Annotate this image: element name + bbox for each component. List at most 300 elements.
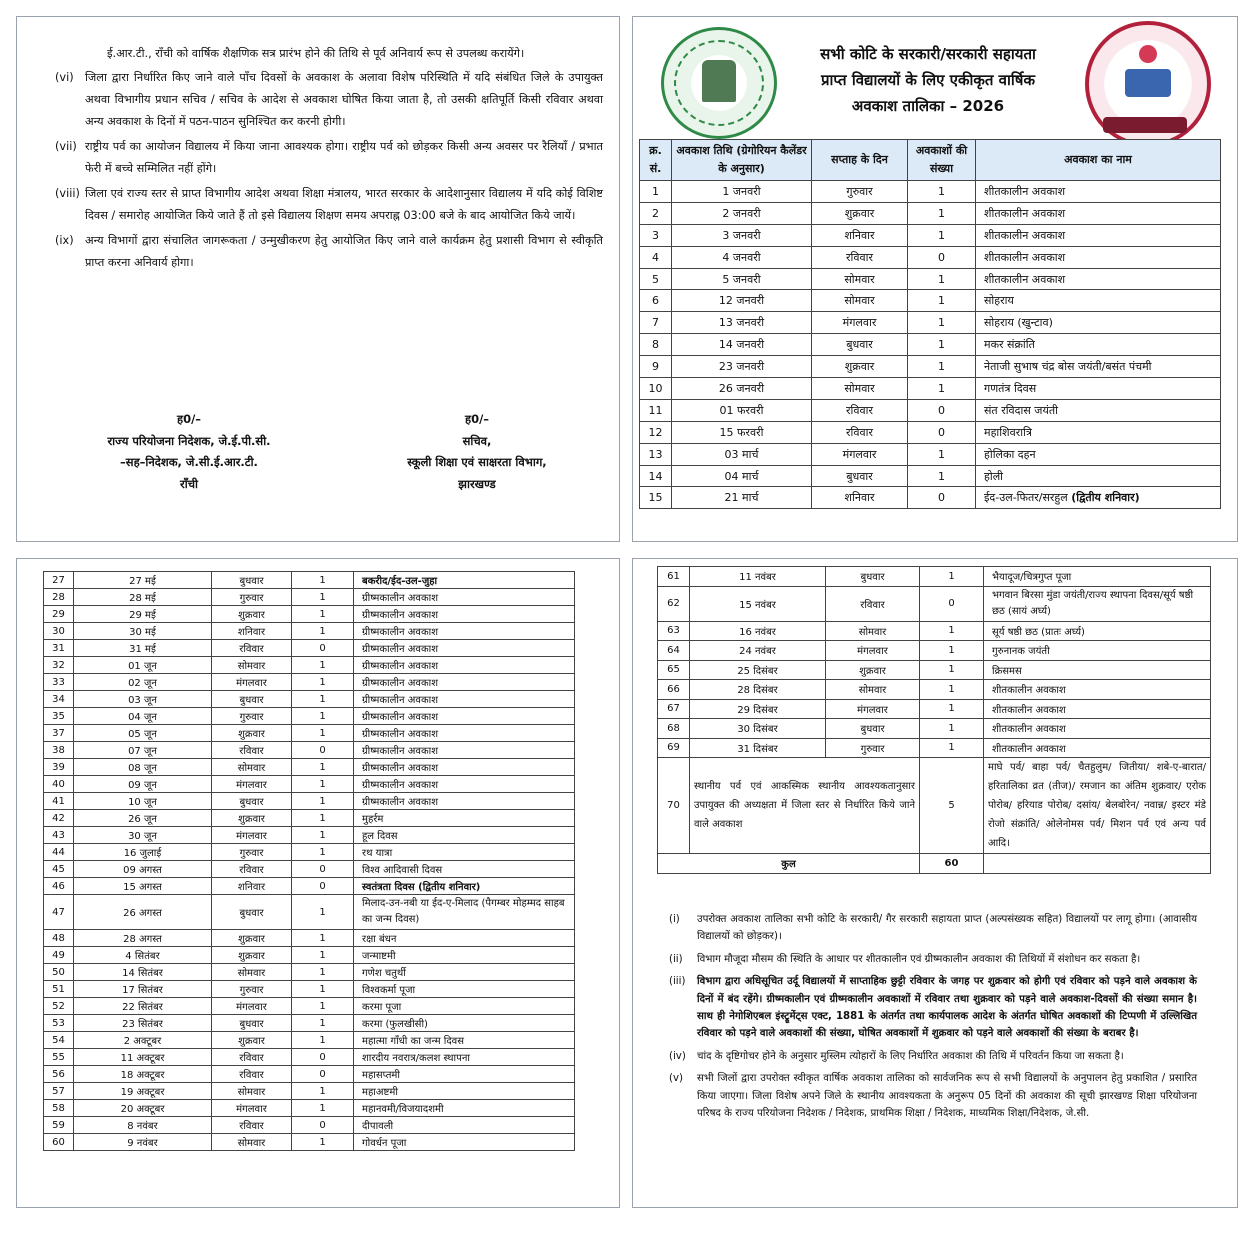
serial-number-cell: 34 bbox=[44, 691, 74, 708]
holiday-count-cell: 1 bbox=[292, 691, 354, 708]
weekday-cell: बुधवार bbox=[212, 572, 292, 589]
serial-number-cell: 63 bbox=[658, 621, 690, 641]
holiday-name-cell: भगवान बिरसा मुंडा जयंती/राज्य स्थापना दिवस/सूर्य षष्ठी छठ (सायं अर्घ्य) bbox=[984, 586, 1211, 621]
note-text: विभाग द्वारा अधिसूचित उर्दू विद्यालयों में साप्ताहिक छुट्टी रविवार के जगह पर शुक्रवार को होगी एवं रविवार को पड़ने वाले अवकाश के दिनों में बंद रहेंगे। ग्रीष्मकालीन एवं ग्रीष्मकालीन अवकाशों में रविवार तथा शुक्रवार को पड़ने वाले अवकाश-दिवसों की संख्या समान है। साथ ही नेगोशिएबल इंस्ट्रूमेंट्स एक्ट, 1881 के अंतर्गत तथा कार्यपालक आदेश के अंतर्गत घोषित अवकाशों की टिप्पणी में उल्लिखित रविवार को पड़ने वाले अवकाशों की संख्या, घोषित अवकाशों में शुक्रवार को पड़ने वाले अवकाशों की संख्या के बराबर है। bbox=[697, 976, 1197, 1040]
holiday-name-cell: ग्रीष्मकालीन अवकाश bbox=[354, 759, 575, 776]
serial-number-cell: 62 bbox=[658, 586, 690, 621]
empty-cell bbox=[984, 854, 1211, 874]
table-row bbox=[44, 640, 575, 657]
signature-line: राँची bbox=[180, 476, 198, 491]
table-row-local-holidays bbox=[658, 758, 1211, 854]
weekday-cell: मंगलवार bbox=[212, 776, 292, 793]
holiday-date-cell: 02 जून bbox=[74, 674, 212, 691]
serial-number-cell: 58 bbox=[44, 1100, 74, 1117]
holiday-name-cell: रक्षा बंधन bbox=[354, 930, 575, 947]
weekday-cell: बुधवार bbox=[812, 465, 908, 487]
weekday-cell: गुरुवार bbox=[212, 589, 292, 606]
state-emblem-icon bbox=[702, 60, 736, 102]
holiday-count-cell: 0 bbox=[908, 421, 976, 443]
table-row bbox=[44, 1134, 575, 1151]
holiday-name-cell: बकरीद/ईद-उल-जुहा bbox=[354, 572, 575, 589]
holiday-name-cell: शीतकालीन अवकाश bbox=[976, 202, 1221, 224]
weekday-cell: शुक्रवार bbox=[212, 947, 292, 964]
column-header-serial: क्र. सं. bbox=[640, 140, 672, 181]
holiday-count-cell: 1 bbox=[908, 356, 976, 378]
note-number: (iii) bbox=[669, 976, 686, 988]
signature-line: ह0/– bbox=[464, 412, 490, 426]
signature-block-secretary bbox=[377, 409, 577, 495]
document-page-holiday-table-end bbox=[632, 558, 1238, 1208]
weekday-cell: शुक्रवार bbox=[212, 930, 292, 947]
note-number: (v) bbox=[669, 1073, 683, 1085]
serial-number-cell: 29 bbox=[44, 606, 74, 623]
holiday-date-cell: 4 सितंबर bbox=[74, 947, 212, 964]
serial-number-cell: 66 bbox=[658, 680, 690, 700]
table-row bbox=[44, 964, 575, 981]
weekday-cell: शुक्रवार bbox=[812, 356, 908, 378]
holiday-name-cell: नेताजी सुभाष चंद्र बोस जयंती/बसंत पंचमी bbox=[976, 356, 1221, 378]
table-total-row bbox=[658, 854, 1211, 874]
weekday-cell: मंगलवार bbox=[212, 998, 292, 1015]
holiday-date-cell: 2 अक्टूबर bbox=[74, 1032, 212, 1049]
table-row bbox=[44, 793, 575, 810]
weekday-cell: मंगलवार bbox=[812, 312, 908, 334]
holiday-date-cell: 9 नवंबर bbox=[74, 1134, 212, 1151]
holiday-date-cell: 11 नवंबर bbox=[690, 567, 826, 587]
holiday-count-cell: 1 bbox=[292, 793, 354, 810]
serial-number-cell: 12 bbox=[640, 421, 672, 443]
holiday-date-cell: 20 अक्टूबर bbox=[74, 1100, 212, 1117]
holiday-count-cell: 1 bbox=[292, 589, 354, 606]
note-text: उपरोक्त अवकाश तालिका सभी कोटि के सरकारी/ गैर सरकारी सहायता प्राप्त (अल्पसंख्यक सहित) विद्यालयों पर लागू होगा। (आवासीय विद्यालयों को छोड़कर)। bbox=[697, 914, 1197, 943]
holiday-date-cell: 28 अगस्त bbox=[74, 930, 212, 947]
holiday-date-cell: 24 नवंबर bbox=[690, 641, 826, 661]
weekday-cell: सोमवार bbox=[826, 621, 920, 641]
column-header-holiday-name: अवकाश का नाम bbox=[976, 140, 1221, 181]
instruction-number: (viii) bbox=[55, 187, 80, 200]
serial-number-cell: 3 bbox=[640, 224, 672, 246]
serial-number-cell: 67 bbox=[658, 699, 690, 719]
table-row bbox=[640, 356, 1221, 378]
holiday-count-cell: 1 bbox=[908, 268, 976, 290]
holiday-date-cell: 05 जून bbox=[74, 725, 212, 742]
holiday-name-cell: क्रिसमस bbox=[984, 660, 1211, 680]
holiday-name-cell: होली bbox=[976, 465, 1221, 487]
holiday-date-cell: 4 जनवरी bbox=[672, 246, 812, 268]
holiday-count-cell: 0 bbox=[292, 878, 354, 895]
holiday-date-cell: 23 जनवरी bbox=[672, 356, 812, 378]
weekday-cell: सोमवार bbox=[812, 378, 908, 400]
serial-number-cell: 4 bbox=[640, 246, 672, 268]
holiday-name-cell: स्वतंत्रता दिवस (द्वितीय शनिवार) bbox=[354, 878, 575, 895]
holiday-name-cell: शीतकालीन अवकाश bbox=[984, 738, 1211, 758]
holiday-name-cell: ग्रीष्मकालीन अवकाश bbox=[354, 708, 575, 725]
weekday-cell: रविवार bbox=[812, 399, 908, 421]
holiday-count-cell: 0 bbox=[908, 399, 976, 421]
table-row bbox=[44, 878, 575, 895]
serial-number-cell: 10 bbox=[640, 378, 672, 400]
book-icon bbox=[1125, 69, 1171, 97]
holiday-count-cell: 1 bbox=[292, 725, 354, 742]
holiday-count-cell: 0 bbox=[292, 861, 354, 878]
holiday-date-cell: 04 जून bbox=[74, 708, 212, 725]
holiday-date-cell: 10 जून bbox=[74, 793, 212, 810]
instruction-text: राष्ट्रीय पर्व का आयोजन विद्यालय में किया जाना आवश्यक होगा। राष्ट्रीय पर्व को छोड़कर किसी अन्य अवसर पर रैलियाँ / प्रभात फेरी में बच्चे सम्मिलित नहीं होंगे। bbox=[85, 140, 603, 175]
weekday-cell: मंगलवार bbox=[826, 641, 920, 661]
holiday-count-cell: 1 bbox=[292, 964, 354, 981]
table-row bbox=[44, 1083, 575, 1100]
holiday-count-cell: 1 bbox=[292, 623, 354, 640]
holiday-date-cell: 26 जनवरी bbox=[672, 378, 812, 400]
serial-number-cell: 11 bbox=[640, 399, 672, 421]
serial-number-cell: 45 bbox=[44, 861, 74, 878]
serial-number-cell: 47 bbox=[44, 895, 74, 930]
weekday-cell: बुधवार bbox=[212, 895, 292, 930]
serial-number-cell: 51 bbox=[44, 981, 74, 998]
holiday-count-cell: 0 bbox=[292, 640, 354, 657]
instruction-number: (vi) bbox=[55, 71, 74, 84]
holiday-count-cell: 1 bbox=[908, 312, 976, 334]
holiday-date-cell: 19 अक्टूबर bbox=[74, 1083, 212, 1100]
table-row bbox=[44, 895, 575, 930]
holiday-date-cell: 16 जुलाई bbox=[74, 844, 212, 861]
document-page-holiday-table-header bbox=[632, 16, 1238, 542]
holiday-count-cell: 1 bbox=[292, 930, 354, 947]
holiday-count-cell: 1 bbox=[292, 708, 354, 725]
weekday-cell: शुक्रवार bbox=[212, 606, 292, 623]
holiday-name-cell: ग्रीष्मकालीन अवकाश bbox=[354, 776, 575, 793]
weekday-cell: गुरुवार bbox=[212, 844, 292, 861]
weekday-cell: सोमवार bbox=[212, 964, 292, 981]
education-council-logo bbox=[1085, 21, 1211, 147]
holiday-count-cell: 1 bbox=[292, 572, 354, 589]
holiday-name-cell: ग्रीष्मकालीन अवकाश bbox=[354, 691, 575, 708]
holiday-date-cell: 26 अगस्त bbox=[74, 895, 212, 930]
weekday-cell: शनिवार bbox=[812, 224, 908, 246]
holiday-count-cell: 1 bbox=[920, 641, 984, 661]
holiday-name-cell: गणेश चतुर्थी bbox=[354, 964, 575, 981]
instruction-item bbox=[55, 67, 603, 133]
serial-number-cell: 40 bbox=[44, 776, 74, 793]
serial-number-cell: 38 bbox=[44, 742, 74, 759]
weekday-cell: शनिवार bbox=[812, 487, 908, 509]
table-row bbox=[44, 981, 575, 998]
serial-number-cell: 32 bbox=[44, 657, 74, 674]
serial-number-cell: 5 bbox=[640, 268, 672, 290]
holiday-date-cell: 15 नवंबर bbox=[690, 586, 826, 621]
holiday-date-cell: 12 जनवरी bbox=[672, 290, 812, 312]
weekday-cell: रविवार bbox=[212, 1066, 292, 1083]
table-row bbox=[640, 268, 1221, 290]
holiday-count-cell: 0 bbox=[292, 1117, 354, 1134]
holiday-count-cell: 1 bbox=[908, 378, 976, 400]
table-row bbox=[640, 487, 1221, 509]
instruction-text: अन्य विभागों द्वारा संचालित जागरूकता / उन्मुखीकरण हेतु आयोजित किए जाने वाले कार्यक्रम हेतु प्रशासी विभाग से स्वीकृति प्राप्त करना अनिवार्य होगा। bbox=[85, 234, 603, 269]
weekday-cell: रविवार bbox=[826, 586, 920, 621]
weekday-cell: शुक्रवार bbox=[826, 660, 920, 680]
holiday-date-cell: 03 जून bbox=[74, 691, 212, 708]
weekday-cell: शुक्रवार bbox=[212, 725, 292, 742]
table-row bbox=[658, 738, 1211, 758]
holiday-name-cell: गोवर्धन पूजा bbox=[354, 1134, 575, 1151]
title-line: सभी कोटि के सरकारी/सरकारी सहायता bbox=[820, 45, 1036, 63]
table-row bbox=[44, 1015, 575, 1032]
weekday-cell: सोमवार bbox=[812, 290, 908, 312]
weekday-cell: रविवार bbox=[212, 640, 292, 657]
instructions-body bbox=[55, 43, 603, 277]
signature-line: राज्य परियोजना निदेशक, जे.ई.पी.सी. bbox=[107, 433, 271, 448]
holiday-count-cell: 1 bbox=[292, 947, 354, 964]
government-seal-logo bbox=[661, 27, 777, 139]
table-row bbox=[640, 378, 1221, 400]
note-text: चांद के दृष्टिगोचर होने के अनुसार मुस्लिम त्योहारों के लिए निर्धारित अवकाश की तिथि में परिवर्तन किया जा सकता है। bbox=[697, 1050, 1124, 1062]
weekday-cell: बुधवार bbox=[812, 334, 908, 356]
holiday-name-cell: मिलाद-उन-नबी या ईद-ए-मिलाद (पैगम्बर मोहम्मद साहब का जन्म दिवस) bbox=[354, 895, 575, 930]
holiday-name-cell: शीतकालीन अवकाश bbox=[984, 699, 1211, 719]
holiday-count-cell: 1 bbox=[920, 738, 984, 758]
table-row bbox=[44, 742, 575, 759]
holiday-name-cell: ग्रीष्मकालीन अवकाश bbox=[354, 657, 575, 674]
table-row bbox=[658, 680, 1211, 700]
table-row bbox=[44, 827, 575, 844]
weekday-cell: शुक्रवार bbox=[212, 1032, 292, 1049]
holiday-table bbox=[639, 139, 1221, 509]
weekday-cell: बुधवार bbox=[212, 691, 292, 708]
serial-number-cell: 64 bbox=[658, 641, 690, 661]
holiday-date-cell: 08 जून bbox=[74, 759, 212, 776]
holiday-count-cell: 0 bbox=[920, 586, 984, 621]
holiday-count-cell: 1 bbox=[292, 606, 354, 623]
table-row bbox=[44, 1066, 575, 1083]
table-row bbox=[44, 606, 575, 623]
holiday-table bbox=[657, 566, 1211, 874]
signature-line: सचिव, bbox=[462, 433, 492, 448]
holiday-name-cell: हूल दिवस bbox=[354, 827, 575, 844]
holiday-name-cell: गणतंत्र दिवस bbox=[976, 378, 1221, 400]
table-row bbox=[44, 810, 575, 827]
weekday-cell: शनिवार bbox=[212, 623, 292, 640]
table-row bbox=[640, 202, 1221, 224]
holiday-count-cell: 0 bbox=[908, 246, 976, 268]
document-page-holiday-table-mid bbox=[16, 558, 620, 1208]
serial-number-cell: 56 bbox=[44, 1066, 74, 1083]
column-header-count: अवकाशों की संख्या bbox=[908, 140, 976, 181]
title-line: अवकाश तालिका – 2026 bbox=[851, 97, 1005, 115]
holiday-name-cell: मुहर्रम bbox=[354, 810, 575, 827]
table-row bbox=[44, 1100, 575, 1117]
holiday-name-cell: महानवमी/विजयादशमी bbox=[354, 1100, 575, 1117]
table-row bbox=[44, 589, 575, 606]
holiday-date-cell: 03 मार्च bbox=[672, 443, 812, 465]
holiday-name-text: ईद-उल-फितर/सरहुल bbox=[984, 491, 1068, 505]
instruction-item bbox=[55, 230, 603, 274]
holiday-count-cell: 5 bbox=[920, 758, 984, 854]
weekday-cell: सोमवार bbox=[212, 1083, 292, 1100]
holiday-name-cell: शीतकालीन अवकाश bbox=[984, 719, 1211, 739]
holiday-date-cell: 26 जून bbox=[74, 810, 212, 827]
holiday-name-cell: सोहराय (खुन्टाव) bbox=[976, 312, 1221, 334]
holiday-date-cell: 3 जनवरी bbox=[672, 224, 812, 246]
table-row bbox=[640, 421, 1221, 443]
holiday-name-cell: ग्रीष्मकालीन अवकाश bbox=[354, 623, 575, 640]
holiday-date-cell: 31 मई bbox=[74, 640, 212, 657]
table-row bbox=[658, 641, 1211, 661]
table-row bbox=[44, 759, 575, 776]
serial-number-cell: 35 bbox=[44, 708, 74, 725]
holiday-count-cell: 1 bbox=[920, 660, 984, 680]
serial-number-cell: 53 bbox=[44, 1015, 74, 1032]
serial-number-cell: 1 bbox=[640, 181, 672, 203]
holiday-name-cell: शारदीय नवरात्र/कलश स्थापना bbox=[354, 1049, 575, 1066]
weekday-cell: गुरुवार bbox=[826, 738, 920, 758]
table-row bbox=[658, 567, 1211, 587]
table-row bbox=[658, 586, 1211, 621]
total-label-cell: कुल bbox=[658, 854, 920, 874]
local-holiday-description-cell: स्थानीय पर्व एवं आकस्मिक स्थानीय आवश्यकतानुसार उपायुक्त की अध्यक्षता में जिला स्तर से निर्धारित किये जाने वाले अवकाश bbox=[690, 758, 920, 854]
document-title bbox=[783, 41, 1073, 119]
student-figure-icon bbox=[1139, 45, 1157, 63]
holiday-date-cell: 25 दिसंबर bbox=[690, 660, 826, 680]
holiday-count-cell: 1 bbox=[292, 657, 354, 674]
holiday-count-cell: 1 bbox=[292, 827, 354, 844]
table-row bbox=[640, 465, 1221, 487]
holiday-count-cell: 1 bbox=[908, 181, 976, 203]
instruction-intro: ई.आर.टी., राँची को वार्षिक शैक्षणिक सत्र प्रारंभ होने की तिथि से पूर्व अनिवार्य रूप से उपलब्ध करायेंगे। bbox=[107, 47, 525, 60]
holiday-name-cell: जन्माष्टमी bbox=[354, 947, 575, 964]
holiday-date-cell: 01 फरवरी bbox=[672, 399, 812, 421]
table-row bbox=[640, 399, 1221, 421]
instruction-number: (vii) bbox=[55, 140, 77, 153]
holiday-count-cell: 0 bbox=[292, 742, 354, 759]
serial-number-cell: 61 bbox=[658, 567, 690, 587]
weekday-cell: सोमवार bbox=[212, 657, 292, 674]
signature-block-director bbox=[69, 409, 309, 495]
table-row bbox=[44, 708, 575, 725]
holiday-date-cell: 18 अक्टूबर bbox=[74, 1066, 212, 1083]
note-item bbox=[669, 973, 1197, 1043]
serial-number-cell: 49 bbox=[44, 947, 74, 964]
table-row bbox=[658, 621, 1211, 641]
holiday-count-cell: 1 bbox=[292, 674, 354, 691]
weekday-cell: गुरुवार bbox=[812, 181, 908, 203]
holiday-name-cell: मकर संक्रांति bbox=[976, 334, 1221, 356]
weekday-cell: शुक्रवार bbox=[812, 202, 908, 224]
holiday-date-cell: 15 फरवरी bbox=[672, 421, 812, 443]
table-header-row bbox=[640, 140, 1221, 181]
weekday-cell: रविवार bbox=[812, 246, 908, 268]
holiday-date-cell: 07 जून bbox=[74, 742, 212, 759]
holiday-date-cell: 29 दिसंबर bbox=[690, 699, 826, 719]
serial-number-cell: 69 bbox=[658, 738, 690, 758]
serial-number-cell: 60 bbox=[44, 1134, 74, 1151]
holiday-date-cell: 2 जनवरी bbox=[672, 202, 812, 224]
note-item bbox=[669, 1048, 1197, 1065]
table-row bbox=[658, 699, 1211, 719]
holiday-count-cell: 1 bbox=[920, 680, 984, 700]
note-number: (iv) bbox=[669, 1050, 686, 1062]
instruction-text: जिला एवं राज्य स्तर से प्राप्त विभागीय आदेश अथवा शिक्षा मंत्रालय, भारत सरकार के आदेशानुसार विद्यालय में यदि कोई विशिष्ट दिवस / समारोह आयोजित किये जाते हैं तो इसे विद्यालय शिक्षण समय अपराह्न 03:00 बजे के बाद आयोजित किये जायें। bbox=[85, 187, 603, 222]
serial-number-cell: 68 bbox=[658, 719, 690, 739]
holiday-date-cell: 30 जून bbox=[74, 827, 212, 844]
signature-line: ह0/– bbox=[176, 412, 202, 426]
serial-number-cell: 37 bbox=[44, 725, 74, 742]
holiday-date-cell: 30 मई bbox=[74, 623, 212, 640]
table-row bbox=[44, 930, 575, 947]
weekday-cell: रविवार bbox=[212, 1117, 292, 1134]
serial-number-cell: 2 bbox=[640, 202, 672, 224]
table-row bbox=[658, 719, 1211, 739]
weekday-cell: बुधवार bbox=[826, 719, 920, 739]
table-row bbox=[44, 1032, 575, 1049]
holiday-count-cell: 1 bbox=[292, 1032, 354, 1049]
weekday-cell: बुधवार bbox=[212, 1015, 292, 1032]
serial-number-cell: 33 bbox=[44, 674, 74, 691]
weekday-cell: रविवार bbox=[212, 1049, 292, 1066]
holiday-name-cell: सूर्य षष्ठी छठ (प्रातः अर्घ्य) bbox=[984, 621, 1211, 641]
note-item bbox=[669, 911, 1197, 946]
table-row bbox=[44, 861, 575, 878]
weekday-cell: गुरुवार bbox=[212, 981, 292, 998]
holiday-date-cell: 04 मार्च bbox=[672, 465, 812, 487]
serial-number-cell: 27 bbox=[44, 572, 74, 589]
serial-number-cell: 65 bbox=[658, 660, 690, 680]
table-row bbox=[640, 224, 1221, 246]
weekday-cell: सोमवार bbox=[212, 1134, 292, 1151]
weekday-cell: रविवार bbox=[812, 421, 908, 443]
holiday-count-cell: 1 bbox=[292, 1100, 354, 1117]
holiday-count-cell: 1 bbox=[292, 844, 354, 861]
holiday-name-cell: शीतकालीन अवकाश bbox=[984, 680, 1211, 700]
table-row bbox=[44, 657, 575, 674]
weekday-cell: मंगलवार bbox=[812, 443, 908, 465]
holiday-date-cell: 28 मई bbox=[74, 589, 212, 606]
holiday-name-cell bbox=[976, 487, 1221, 509]
serial-number-cell: 42 bbox=[44, 810, 74, 827]
table-row bbox=[44, 1117, 575, 1134]
holiday-count-cell: 1 bbox=[292, 998, 354, 1015]
holiday-count-cell: 0 bbox=[908, 487, 976, 509]
holiday-date-cell: 27 मई bbox=[74, 572, 212, 589]
serial-number-cell: 70 bbox=[658, 758, 690, 854]
holiday-name-cell: ग्रीष्मकालीन अवकाश bbox=[354, 674, 575, 691]
serial-number-cell: 59 bbox=[44, 1117, 74, 1134]
holiday-name-cell: शीतकालीन अवकाश bbox=[976, 224, 1221, 246]
holiday-count-cell: 1 bbox=[292, 1015, 354, 1032]
table-row bbox=[640, 334, 1221, 356]
holiday-name-cell: होलिका दहन bbox=[976, 443, 1221, 465]
serial-number-cell: 44 bbox=[44, 844, 74, 861]
serial-number-cell: 50 bbox=[44, 964, 74, 981]
holiday-date-cell: 22 सितंबर bbox=[74, 998, 212, 1015]
serial-number-cell: 39 bbox=[44, 759, 74, 776]
holiday-name-cell: शीतकालीन अवकाश bbox=[976, 246, 1221, 268]
holiday-count-cell: 1 bbox=[908, 334, 976, 356]
holiday-count-cell: 1 bbox=[908, 202, 976, 224]
note-item bbox=[669, 1070, 1197, 1122]
holiday-date-cell: 09 अगस्त bbox=[74, 861, 212, 878]
table-row bbox=[640, 246, 1221, 268]
serial-number-cell: 41 bbox=[44, 793, 74, 810]
holiday-date-cell: 5 जनवरी bbox=[672, 268, 812, 290]
column-header-date: अवकाश तिथि (ग्रेगोरियन कैलेंडर के अनुसार) bbox=[672, 140, 812, 181]
holiday-date-cell: 8 नवंबर bbox=[74, 1117, 212, 1134]
note-text: सभी जिलों द्वारा उपरोक्त स्वीकृत वार्षिक अवकाश तालिका को सार्वजनिक रूप से सभी विद्यालयों के अनुपालन हेतु प्रकाशित / प्रसारित किया जाएगा। जिला विशेष अपने जिले के स्थानीय आवश्यकता के अनुरूप 05 दिनों की अवकाश की सूची झारखण्ड शिक्षा परियोजना परिषद के राज्य परियोजना निदेशक / निदेशक, प्राथमिक शिक्षा / निदेशक, माध्यमिक शिक्षा/निदेशक, जे.सी. bbox=[697, 1073, 1197, 1120]
holiday-name-cell: महात्मा गाँधी का जन्म दिवस bbox=[354, 1032, 575, 1049]
holiday-count-cell: 1 bbox=[292, 1134, 354, 1151]
serial-number-cell: 31 bbox=[44, 640, 74, 657]
holiday-name-cell: विश्वकर्मा पूजा bbox=[354, 981, 575, 998]
serial-number-cell: 52 bbox=[44, 998, 74, 1015]
